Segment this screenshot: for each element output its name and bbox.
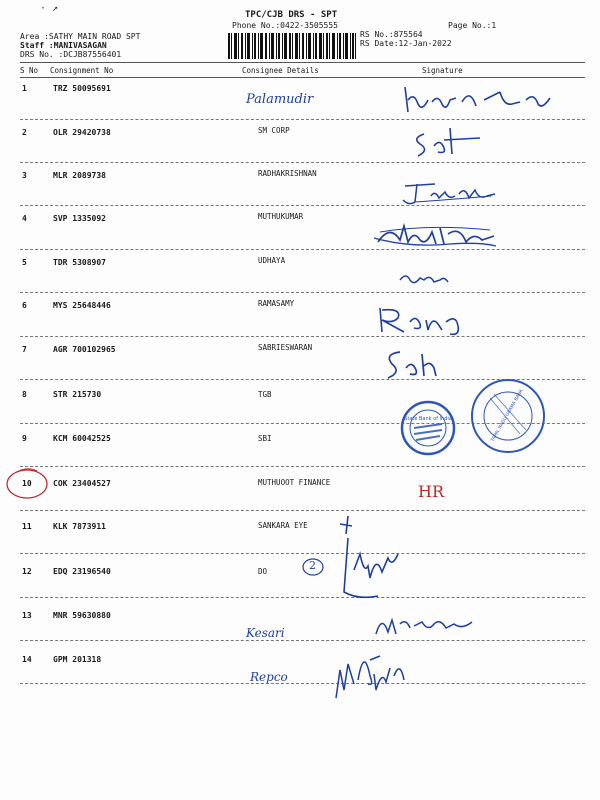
row-consignment: SVP 1335092	[53, 214, 106, 223]
signature	[370, 302, 470, 338]
row-sno: 8	[22, 390, 27, 399]
handwritten-name: Palamudir	[246, 92, 314, 107]
row-consignee: RAMASAMY	[258, 299, 295, 308]
row-consignee: UDHAYA	[258, 256, 286, 265]
phone-number: Phone No.:0422-3505555	[232, 21, 338, 30]
row-consignment: COK 23404527	[53, 479, 111, 488]
signature	[330, 640, 410, 702]
row-consignment: EDQ 23196540	[53, 567, 111, 576]
row-divider	[20, 162, 585, 163]
row-sno: 10	[22, 479, 32, 488]
row-consignment: AGR 700102965	[53, 345, 116, 354]
col-sno: S No	[20, 66, 39, 75]
row-divider	[20, 119, 585, 120]
col-consignment: Consignment No	[50, 66, 114, 75]
row-consignment: MLR 2089738	[53, 171, 106, 180]
row-sno: 7	[22, 345, 27, 354]
stamp-text: State Bank of India	[404, 416, 452, 422]
signature	[395, 178, 505, 208]
table-row	[0, 647, 600, 687]
row-sno: 4	[22, 214, 27, 223]
row-sno: 11	[22, 522, 32, 531]
row-consignee: MUTHUKUMAR	[258, 212, 304, 221]
row-consignment: KLK 7873911	[53, 522, 106, 531]
row-consignment: OLR 29420738	[53, 128, 111, 137]
rs-date: RS Date:12-Jan-2022	[360, 39, 452, 48]
handwritten-name: Kesari	[246, 626, 285, 640]
table-row	[0, 256, 600, 296]
row-sno: 12	[22, 567, 32, 576]
row-sno: 6	[22, 301, 27, 310]
row-consignee: RADHAKRISHNAN	[258, 169, 317, 178]
row-divider	[20, 683, 585, 684]
hr-mark: HR	[418, 482, 444, 501]
row-consignment: TRZ 50095691	[53, 84, 111, 93]
handwritten-name: Repco	[250, 670, 288, 684]
barcode	[228, 33, 356, 59]
row-sno: 13	[22, 611, 32, 620]
row-divider	[20, 510, 585, 511]
table-row	[0, 517, 600, 557]
row-sno: 3	[22, 171, 27, 180]
sheet-title: TPC/CJB DRS - SPT	[245, 10, 338, 20]
row-divider	[20, 336, 585, 337]
row-divider	[20, 553, 585, 554]
circle-mark	[3, 462, 53, 502]
row-consignment: MNR 59630880	[53, 611, 111, 620]
stamp-text: TAMIL NADU GRAMA BANK	[490, 388, 525, 443]
rs-number: RS No.:875564	[360, 30, 423, 39]
row-divider	[20, 292, 585, 293]
signature	[328, 514, 408, 604]
table-row	[0, 473, 600, 513]
row-consignment: GPM 201318	[53, 655, 102, 664]
col-consignee: Consignee Details	[242, 66, 319, 75]
signature	[370, 610, 480, 640]
row-sno: 14	[22, 655, 32, 664]
row-consignee: SABRIESWARAN	[258, 343, 313, 352]
signature	[400, 82, 560, 116]
row-consignee: DO	[258, 567, 268, 576]
table-row	[0, 169, 600, 209]
row-divider	[20, 466, 585, 467]
table-row	[0, 126, 600, 166]
header-rule-bottom	[20, 77, 585, 78]
row-consignee: SBI	[258, 434, 272, 443]
row-sno: 9	[22, 434, 27, 443]
bank-stamp	[398, 398, 458, 458]
signature	[410, 124, 490, 160]
row-consignee: SM CORP	[258, 126, 290, 135]
signature	[380, 346, 450, 384]
row-consignment: MYS 25648446	[53, 301, 111, 310]
row-divider	[20, 640, 585, 641]
table-row	[0, 343, 600, 383]
row-sno: 5	[22, 258, 27, 267]
staff-label: Staff :MANIVASAGAN	[20, 41, 107, 50]
signature	[396, 266, 456, 288]
circled-number: 2	[309, 559, 316, 572]
signature	[370, 218, 500, 252]
bank-stamp	[460, 378, 552, 458]
row-consignee: MUTHUOOT FINANCE	[258, 478, 331, 487]
row-consignment: STR 215730	[53, 390, 102, 399]
page-number: Page No.:1	[448, 21, 497, 30]
drs-number: DRS No. :DCJB87556401	[20, 50, 122, 59]
table-row	[0, 299, 600, 339]
row-consignee: SANKARA EYE	[258, 521, 308, 530]
row-consignment: TDR 5308907	[53, 258, 106, 267]
col-signature: Signature	[422, 66, 463, 75]
area-label: Area :SATHY MAIN ROAD SPT	[20, 32, 141, 41]
row-divider	[20, 597, 585, 598]
row-sno: 2	[22, 128, 27, 137]
row-sno: 1	[22, 84, 27, 93]
header-rule-top	[20, 62, 585, 63]
row-divider	[20, 249, 585, 250]
row-consignee: TGB	[258, 390, 272, 399]
table-row	[0, 604, 600, 644]
row-consignment: KCM 60042525	[53, 434, 111, 443]
corner-mark: · ↗	[40, 3, 59, 14]
table-row	[0, 212, 600, 252]
